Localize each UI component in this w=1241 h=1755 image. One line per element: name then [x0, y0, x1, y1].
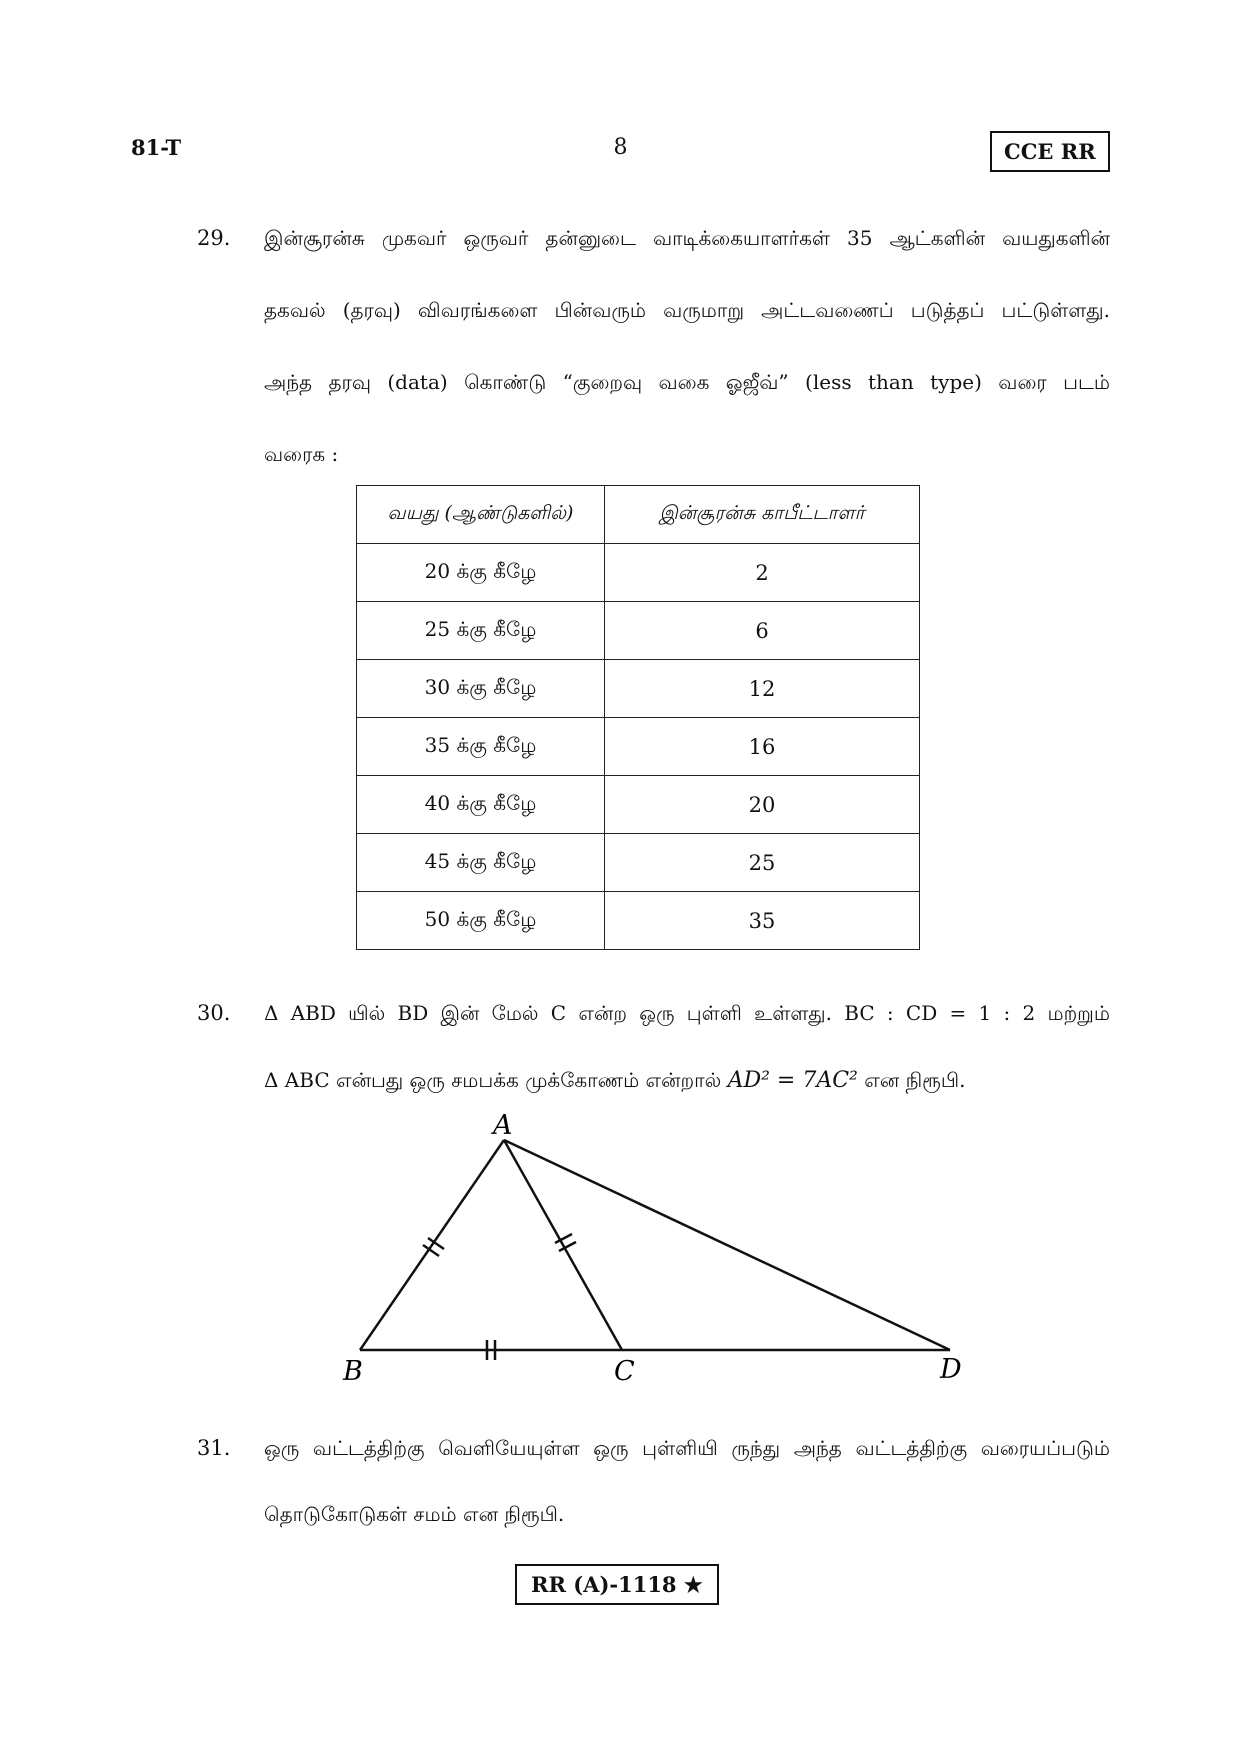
page-number: 8	[613, 135, 628, 160]
table-cell-age: 25 க்கு கீழே	[357, 602, 605, 660]
table-cell-count: 35	[605, 892, 920, 950]
table-cell-count: 6	[605, 602, 920, 660]
q31-number: 31.	[197, 1436, 231, 1460]
q30-number: 30.	[197, 1001, 231, 1025]
table-cell-age: 45 க்கு கீழே	[357, 834, 605, 892]
exam-code-box: CCE RR	[990, 131, 1110, 172]
table-cell-age: 50 க்கு கீழே	[357, 892, 605, 950]
vertex-label-d: D	[940, 1354, 962, 1385]
side-ac	[504, 1140, 622, 1350]
q29-line-1: இன்சூரன்சு முகவர் ஒருவர் தன்னுடை வாடிக்கையாளர்கள் 35 ஆட்களின் வயதுகளின்	[264, 226, 1110, 250]
table-cell-age: 30 க்கு கீழே	[357, 660, 605, 718]
q30-line-2-end: என நிரூபி.	[857, 1068, 966, 1092]
table-cell-count: 20	[605, 776, 920, 834]
table-header-age: வயது (ஆண்டுகளில்)	[357, 486, 605, 544]
q31-line-2: தொடுகோடுகள் சமம் என நிரூபி.	[264, 1502, 565, 1526]
q30-line-2-start: Δ ABC என்பது ஒரு சமபக்க முக்கோணம் என்றால்	[264, 1068, 728, 1092]
q29-number: 29.	[197, 226, 231, 250]
table-cell-age: 40 க்கு கீழே	[357, 776, 605, 834]
table-cell-count: 12	[605, 660, 920, 718]
q29-line-4: வரைக :	[264, 442, 339, 466]
side-ab	[360, 1140, 504, 1350]
paper-code: 81-T	[131, 135, 182, 160]
table-cell-age: 20 க்கு கீழே	[357, 544, 605, 602]
table-cell-age: 35 க்கு கீழே	[357, 718, 605, 776]
q29-line-3: அந்த தரவு (data) கொண்டு “குறைவு வகை ஓஜீவ்” (less than type) வரை படம்	[264, 370, 1110, 394]
q31-line-1: ஒரு வட்டத்திற்கு வெளியேயுள்ள ஒரு புள்ளியி ருந்து அந்த வட்டத்திற்கு வரையப்படும்	[264, 1436, 1110, 1460]
table-cell-count: 25	[605, 834, 920, 892]
q29-line-2: தகவல் (தரவு) விவரங்களை பின்வரும் வருமாறு அட்டவணைப் படுத்தப் பட்டுள்ளது.	[264, 298, 1110, 322]
vertex-label-c: C	[614, 1356, 635, 1387]
footer-code-box: RR (A)-1118 ★	[515, 1564, 719, 1605]
q30-equation: AD² = 7AC²	[727, 1068, 858, 1093]
table-cell-count: 2	[605, 544, 920, 602]
table-header-insured: இன்சூரன்சு காபீட்டாளர்	[605, 486, 920, 544]
table-cell-count: 16	[605, 718, 920, 776]
vertex-label-a: A	[493, 1110, 513, 1141]
vertex-label-b: B	[343, 1356, 363, 1387]
q30-line-1: Δ ABD யில் BD இன் மேல் C என்ற ஒரு புள்ளி உள்ளது. BC : CD = 1 : 2 மற்றும்	[264, 1001, 1110, 1025]
